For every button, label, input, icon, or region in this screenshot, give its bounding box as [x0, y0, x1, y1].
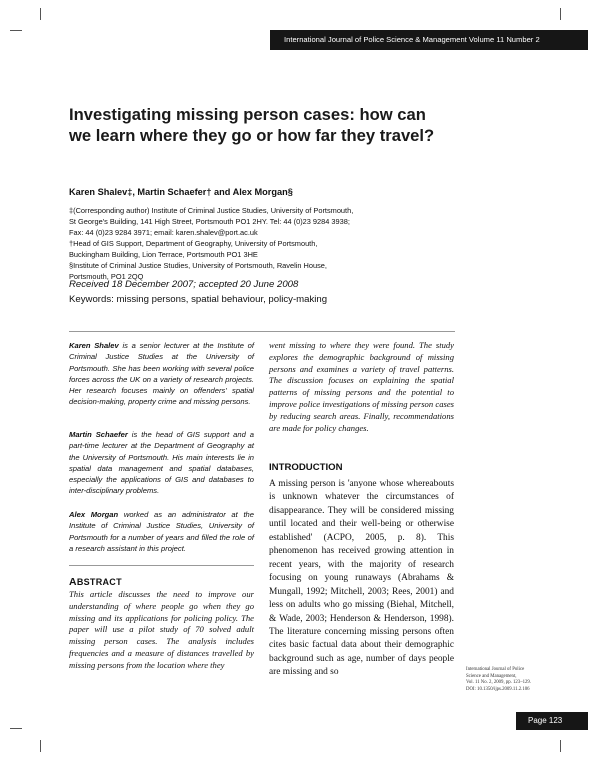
journal-header-text: International Journal of Police Science & Management Volume 11 Number 2 — [284, 35, 540, 44]
citation-line: Vol. 11 No. 2, 2009, pp. 123–129. — [466, 680, 532, 685]
bio-text: worked as an administrator at the Institute of Criminal Justice Studies, University of Portsmouth for a number of years and filled the role of a research assistant in this project. — [69, 510, 254, 553]
received-accepted-dates: Received 18 December 2007; accepted 20 June 2008 — [69, 279, 299, 290]
affiliation-line: Fax: 44 (0)23 9284 3971; email: karen.shalev@port.ac.uk — [69, 228, 258, 237]
citation-sidenote — [466, 667, 566, 693]
crop-mark — [10, 728, 22, 729]
bio-text: is the head of GIS support and a part-time lecturer at the Department of Geography at the University of Portsmouth. His main interests lie in spatial data management and spatial databases, especially the applications of GIS and databases to inter-disciplinary problems. — [69, 430, 254, 496]
divider — [69, 565, 254, 566]
affiliation-line: ‡(Corresponding author) Institute of Criminal Justice Studies, University of Portsmouth, — [69, 206, 354, 215]
citation-line: Science and Management, — [466, 673, 517, 679]
bio-name: Karen Shalev — [69, 341, 119, 350]
journal-header-bar — [270, 30, 588, 50]
section-heading: INTRODUCTION — [269, 462, 343, 473]
divider — [69, 331, 455, 332]
abstract-text: This article discusses the need to improve our understanding of where people go when they go missing and its applications for policing policy. The paper will use a pilot study of 70 solved adult missing person cases. The analysis includes frequencies and a measure of distances travelled by missing persons from the location where they — [69, 589, 254, 670]
crop-mark — [40, 740, 41, 752]
crop-mark — [560, 740, 561, 752]
bio-text: is a senior lecturer at the Institute of Criminal Justice Studies at the University of Portsmouth. She has been working with several police forces across the UK on a variety of research projects. Her research focuses mainly on offenders' spatial decision-making, property crime and missing persons. — [69, 341, 255, 407]
abstract-heading: ABSTRACT — [69, 577, 122, 588]
author-bio — [69, 509, 254, 554]
affiliation-line: §Institute of Criminal Justice Studies, University of Portsmouth, Ravelin House, — [69, 261, 327, 270]
article-title: Investigating missing person cases: how can we learn where they go or how far they travel? — [69, 105, 435, 145]
page-number: Page 123 — [528, 716, 563, 725]
affiliation-line: St George's Building, 141 High Street, Portsmouth PO1 2HY. Tel: 44 (0)23 9284 3938; — [69, 217, 350, 226]
citation-line: DOI: 10.1350/ijps.2009.11.2.106 — [466, 686, 530, 692]
abstract-text-continued: went missing to where they were found. The study explores the demographic background of missing persons and examines a variety of travel patterns. The discussion focuses on explaining the spatial patterns of missing persons and the potential to improve police investigations of missing person cases by reducing search areas. Finally, recommendations are made for policy changes. — [269, 340, 454, 433]
body-text: A missing person is 'anyone whose whereabouts is unknown whatever the circumstances of disappearance. They will be considered missing until located and their well-being or otherwise established' (ACPO, 2005, p. 8). This phenomenon has received growing attention in recent years, with the majority of research focusing on young runaways (Abrahams & Mungall, 1992; Mitchell, 2003; Rees, 2001) and less on adults who go missing (Biehal, Mitchell, & Wade, 2003; Henderson & Henderson, 1998). The literature concerning missing persons often cites basic factual data about their demographic background such as age, number of days people are missing and so — [269, 479, 454, 678]
citation-line: International Journal of Police — [466, 667, 525, 672]
affiliation-line: Portsmouth, PO1 2QQ — [69, 272, 144, 281]
crop-mark — [10, 30, 22, 31]
crop-mark — [40, 8, 41, 20]
bio-name: Martin Schaefer — [69, 430, 128, 439]
affiliation-line: †Head of GIS Support, Department of Geography, University of Portsmouth, — [69, 239, 318, 248]
bio-name: Alex Morgan — [69, 510, 119, 519]
author-list: Karen Shalev‡, Martin Schaefer† and Alex Morgan§ — [69, 187, 293, 197]
author-bio — [69, 340, 254, 408]
page-number-box — [516, 712, 588, 730]
crop-mark — [560, 8, 561, 20]
affiliation-line: Buckingham Building, Lion Terrace, Portsmouth PO1 3HE — [69, 250, 258, 259]
author-bio — [69, 429, 254, 497]
keywords: Keywords: missing persons, spatial behaviour, policy-making — [69, 294, 328, 305]
